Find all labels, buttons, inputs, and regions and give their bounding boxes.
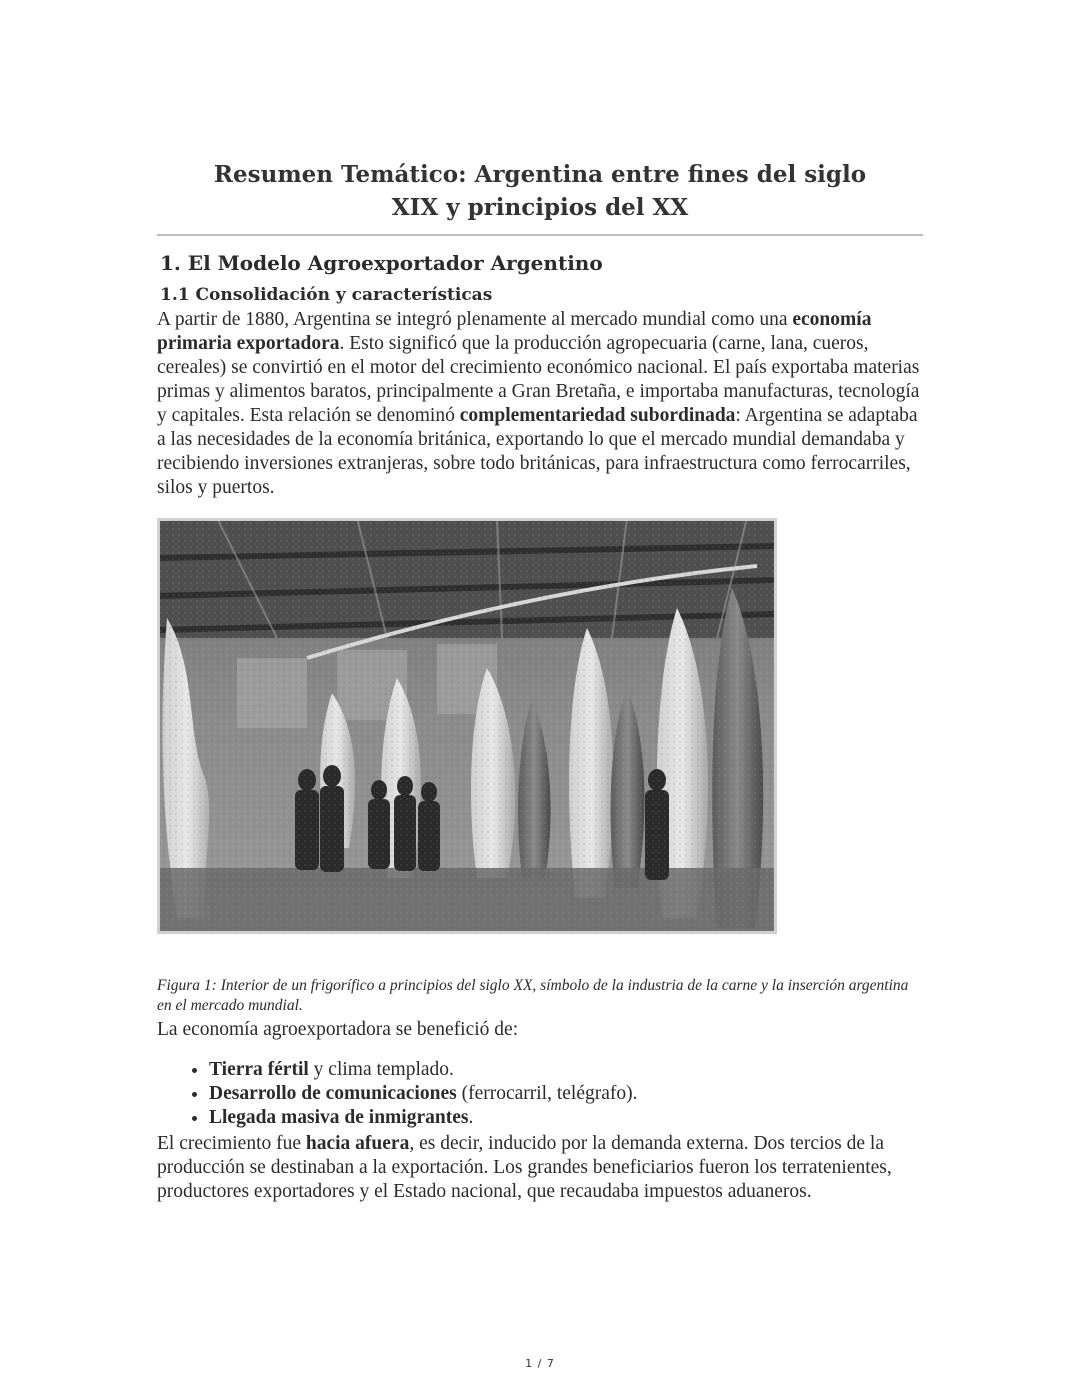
text-run: A partir de 1880, Argentina se integró plenamente al mercado mundial como una <box>157 309 793 330</box>
figure-caption: Figura 1: Interior de un frigorífico a principios del siglo XX, símbolo de la industria de la carne y la inserción argentina en el mercado mundial. <box>157 977 909 1014</box>
paragraph-intro-benefits: La economía agroexportadora se benefició de: <box>157 1019 519 1040</box>
list-item <box>209 1058 923 1082</box>
figure-frigorifico-photo <box>157 518 777 934</box>
text-run: . <box>468 1107 474 1128</box>
text-run: y clima templado. <box>308 1059 454 1080</box>
paragraph-crecimiento <box>157 1132 923 1204</box>
text-run: (ferrocarril, telégrafo). <box>456 1083 638 1104</box>
page-title: Resumen Temático: Argentina entre fines del siglo XIX y principios del XX <box>157 158 923 236</box>
list-item <box>209 1106 923 1130</box>
document-page <box>157 158 923 1204</box>
bold-term: Tierra fértil <box>209 1059 309 1080</box>
text-run: El crecimiento fue <box>157 1133 306 1154</box>
page-indicator: 1 / 7 <box>525 1357 555 1370</box>
list-item <box>209 1082 923 1106</box>
benefits-list <box>157 1058 923 1130</box>
frigorifico-photo-illustration <box>157 518 777 934</box>
bold-term: complementariedad subordinada <box>459 405 736 426</box>
paragraph-consolidacion <box>157 308 923 500</box>
bold-term: hacia afuera <box>305 1133 410 1154</box>
subsection-heading: 1.1 Consolidación y características <box>160 285 493 305</box>
text-run: : Argentina se adaptaba a las necesidades de la economía británica, exportando lo que el mercado mundial demandaba y recibiendo inversiones extranjeras, sobre todo británicas, para infraestructura como ferrocarriles, silos y puertos. <box>157 405 918 498</box>
text-run: , es decir, inducido por la demanda externa. Dos tercios de la producción se destinaban a la exportación. Los grandes beneficiarios fueron los terratenientes, productores exportadores y el Estado nacional, que recaudaba impuestos aduaneros. <box>157 1133 892 1202</box>
bold-term: Desarrollo de comunicaciones <box>209 1083 457 1104</box>
text-run: . Esto significó que la producción agropecuaria (carne, lana, cueros, cereales) se convirtió en el motor del crecimiento económico nacional. El país exportaba materias primas y alimentos baratos, principalmente a Gran Bretaña, e importaba manufacturas, tecnología y capitales. Esta relación se denominó <box>157 333 920 426</box>
bold-term: Llegada masiva de inmigrantes <box>209 1107 469 1128</box>
bold-term: economía primaria exportadora <box>157 309 872 354</box>
section-heading: 1. El Modelo Agroexportador Argentino <box>160 251 603 275</box>
